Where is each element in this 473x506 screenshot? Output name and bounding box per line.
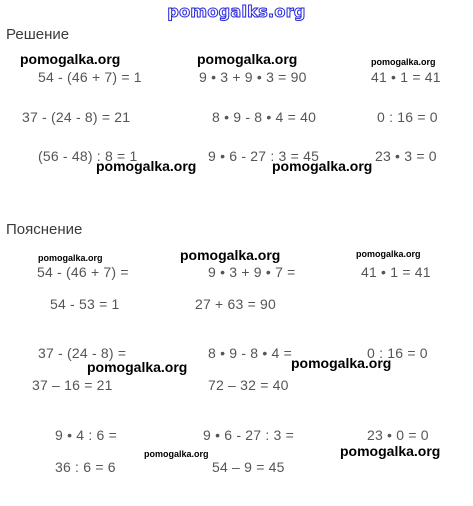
explanation-eq: 9 • 3 + 9 • 7 =: [208, 264, 296, 280]
explanation-eq: 36 : 6 = 6: [55, 459, 116, 475]
explanation-eq: 72 – 32 = 40: [208, 377, 289, 393]
explanation-eq: 37 – 16 = 21: [32, 377, 113, 393]
explanation-eq: 9 • 6 - 27 : 3 =: [203, 427, 294, 443]
explanation-eq: 41 • 1 = 41: [361, 264, 431, 280]
solution-eq: 9 • 6 - 27 : 3 = 45: [208, 148, 320, 164]
watermark: pomogalka.org: [96, 158, 197, 174]
solution-eq: 9 • 3 + 9 • 3 = 90: [199, 69, 307, 85]
watermark: pomogalka.org: [356, 249, 421, 259]
watermark: pomogalka.org: [291, 355, 392, 371]
explanation-eq: 0 : 16 = 0: [367, 345, 428, 361]
explanation-eq: 37 - (24 - 8) =: [38, 345, 127, 361]
watermark: pomogalka.org: [197, 51, 298, 67]
solution-eq: 41 • 1 = 41: [371, 69, 441, 85]
explanation-eq: 54 - (46 + 7) =: [37, 264, 129, 280]
solution-eq: 23 • 3 = 0: [375, 148, 437, 164]
watermark: pomogalka.org: [180, 247, 281, 263]
explanation-eq: 9 • 4 : 6 =: [55, 427, 117, 443]
solution-eq: 0 : 16 = 0: [377, 109, 438, 125]
site-logo: pomogalks.org: [167, 2, 306, 21]
explanation-eq: 23 • 0 = 0: [367, 427, 429, 443]
solution-eq: 54 - (46 + 7) = 1: [38, 69, 142, 85]
watermark: pomogalka.org: [20, 51, 121, 67]
explanation-title: Пояснение: [6, 221, 83, 238]
explanation-eq: 54 - 53 = 1: [50, 296, 120, 312]
explanation-eq: 8 • 9 - 8 • 4 =: [208, 345, 293, 361]
watermark: pomogalka.org: [371, 57, 436, 67]
solution-eq: 8 • 9 - 8 • 4 = 40: [212, 109, 317, 125]
solution-eq: (56 - 48) : 8 = 1: [38, 148, 138, 164]
watermark: pomogalka.org: [144, 449, 209, 459]
explanation-eq: 27 + 63 = 90: [195, 296, 277, 312]
solution-title: Решение: [6, 26, 70, 43]
solution-eq: 37 - (24 - 8) = 21: [22, 109, 131, 125]
watermark: pomogalka.org: [38, 253, 103, 263]
explanation-eq: 54 – 9 = 45: [212, 459, 285, 475]
watermark: pomogalka.org: [272, 158, 373, 174]
watermark: pomogalka.org: [87, 359, 188, 375]
watermark: pomogalka.org: [340, 443, 441, 459]
